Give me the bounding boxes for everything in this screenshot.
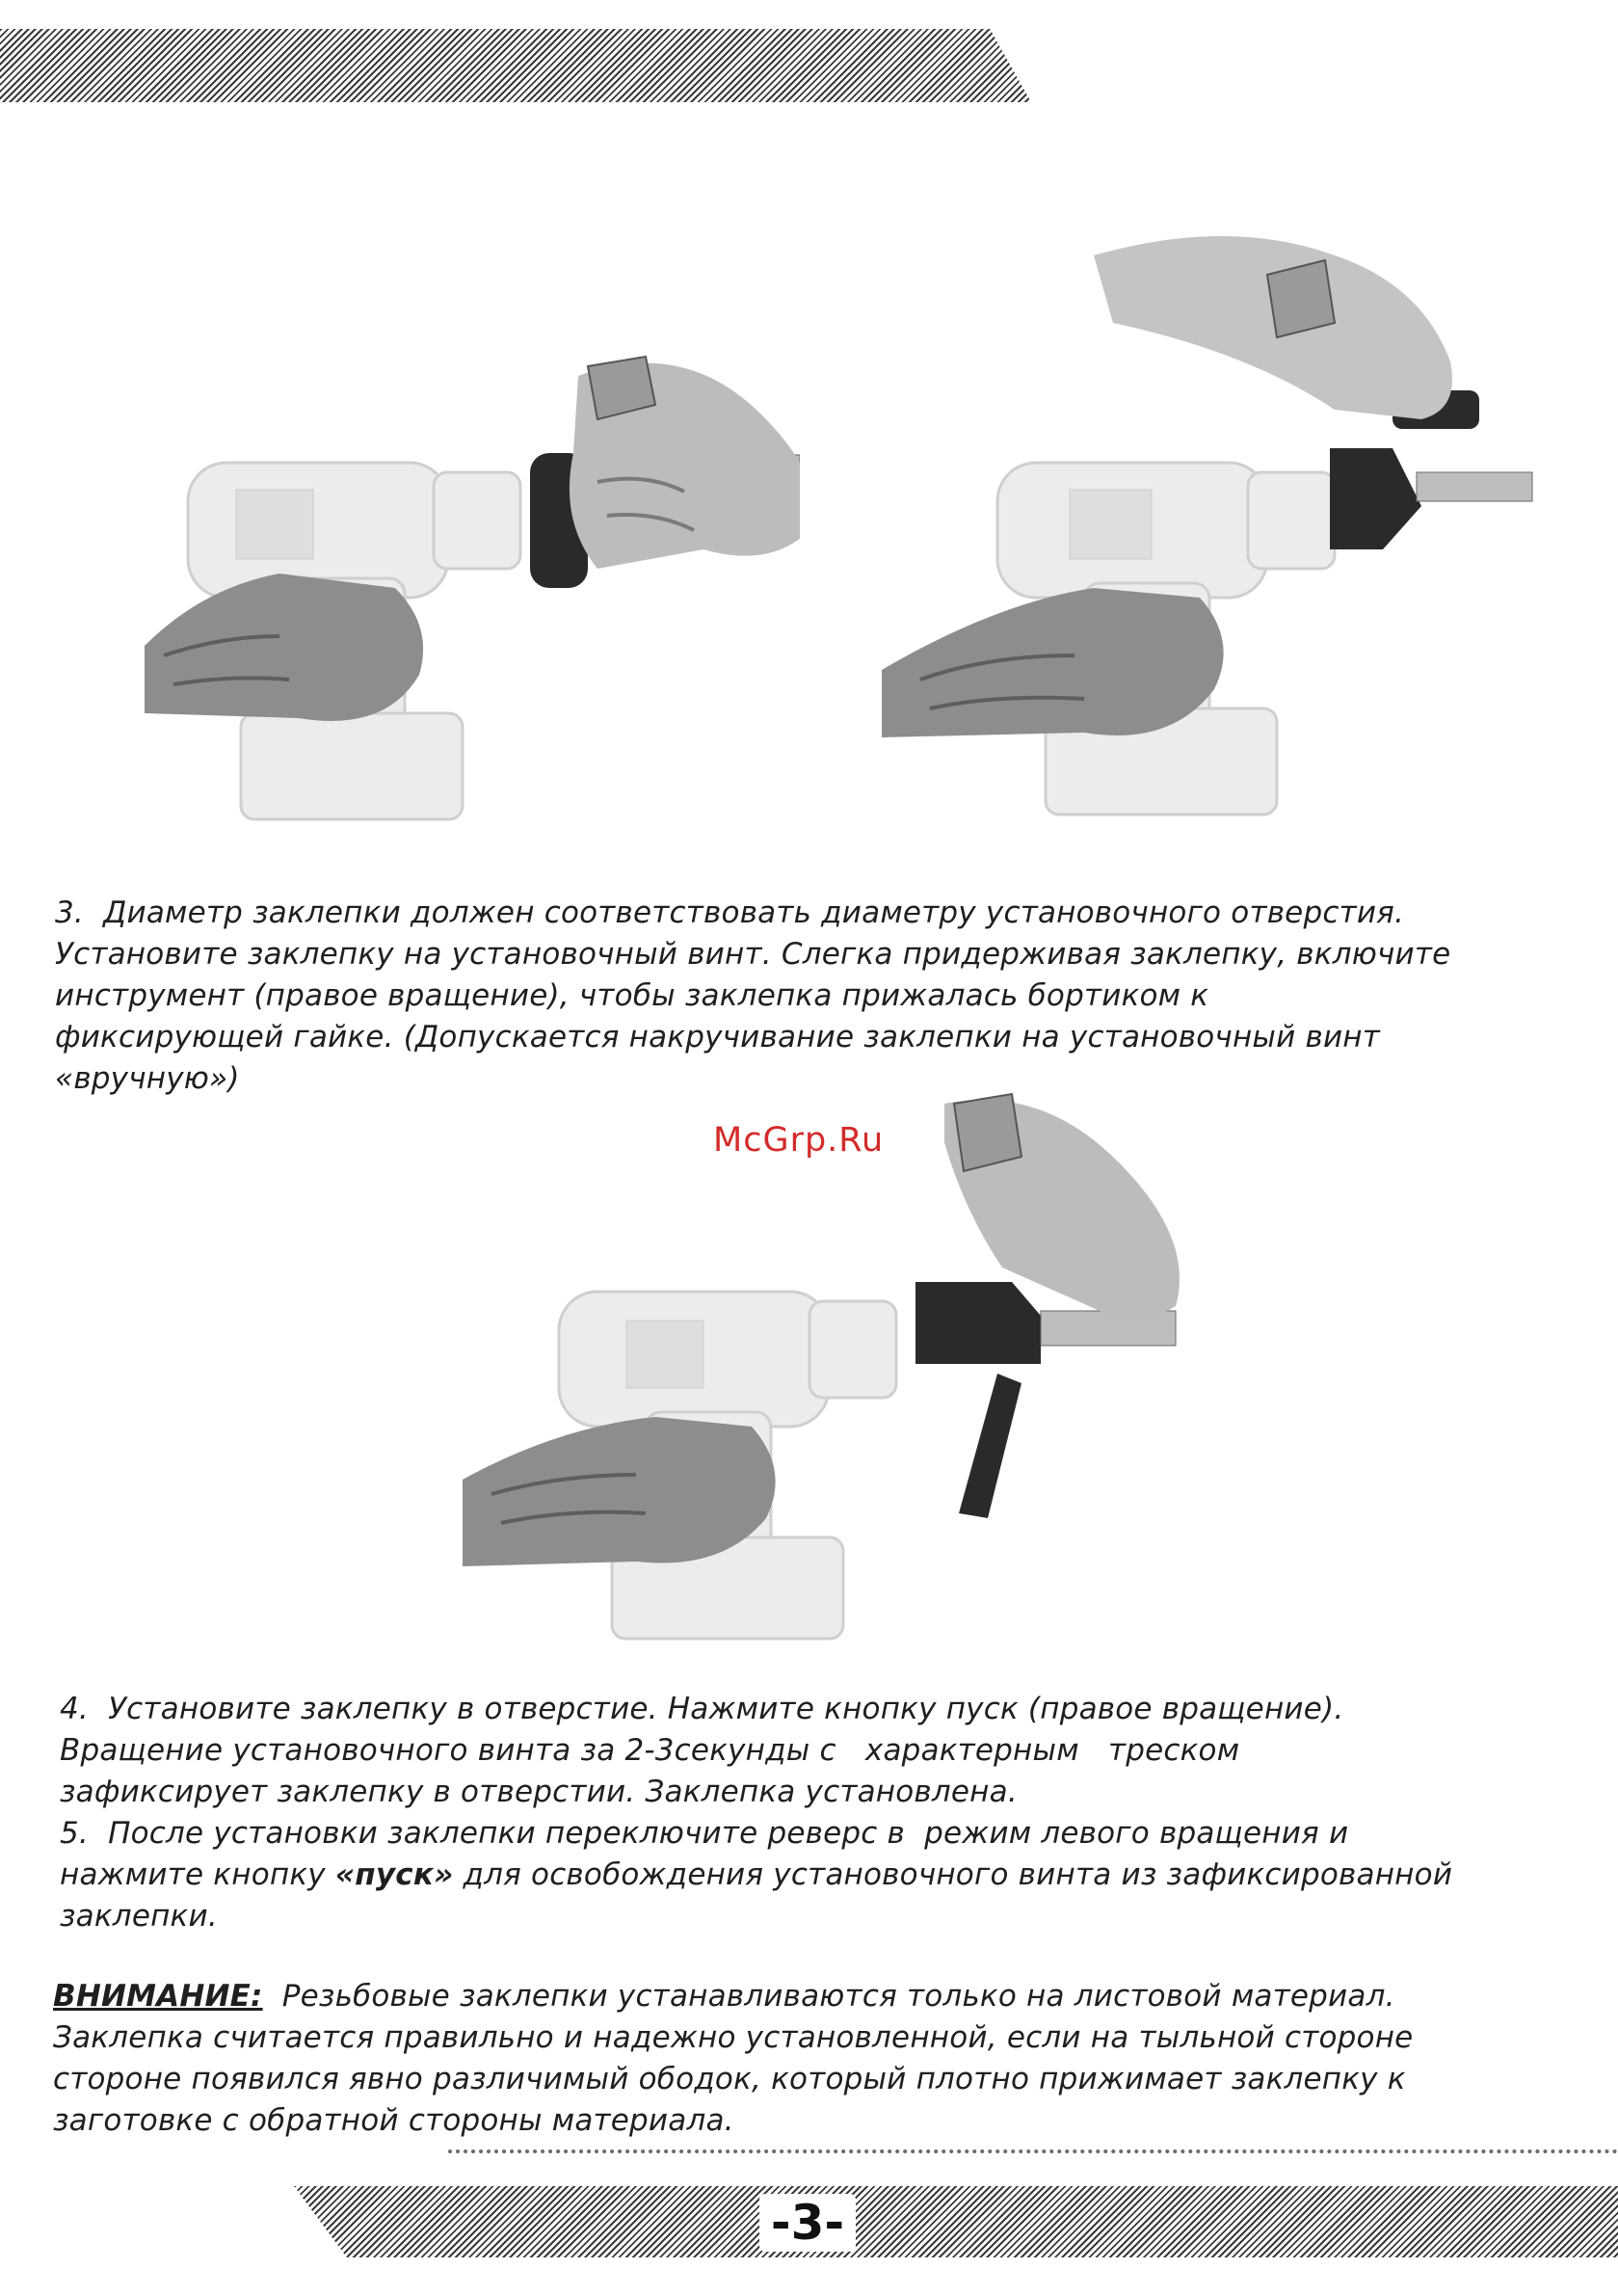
drill-with-adapter-and-handle-photo bbox=[463, 1084, 1195, 1643]
warning-label: ВНИМАНИЕ: bbox=[53, 1979, 263, 2014]
step-4-line: Вращение установочного винта за 2-3секунды с характерным треском bbox=[60, 1733, 1240, 1768]
warning-line bbox=[53, 1976, 1413, 2017]
footer-hatch-band bbox=[294, 2186, 1618, 2257]
step-5-line: заклепки. bbox=[60, 1899, 218, 1934]
drill-with-rivet-nut-adapter-photo bbox=[145, 347, 800, 829]
warning-text-rest: Резьбовые заклепки устанавливаются только на листовой материал. bbox=[262, 1979, 1395, 2014]
step-4-line: зафиксирует заклепку в отверстии. Заклепка установлена. bbox=[60, 1775, 1018, 1809]
start-button-label: «пуск» bbox=[334, 1857, 454, 1892]
step-5-line bbox=[60, 1855, 1452, 1896]
header-hatch-band bbox=[0, 29, 1031, 102]
step-5-text: для освобождения установочного винта из зафиксированной bbox=[453, 1857, 1453, 1892]
page-number: -3- bbox=[759, 2194, 856, 2252]
step-5-text: нажмите кнопку bbox=[60, 1857, 335, 1892]
step-3-text bbox=[55, 893, 1450, 1100]
warning-line: стороне появился явно различимый ободок, который плотно прижимает заклепку к bbox=[53, 2062, 1406, 2096]
step-5-line: 5. После установки заклепки переключите реверс в режим левого вращения и bbox=[60, 1816, 1349, 1851]
warning-text bbox=[53, 1976, 1413, 2142]
step-3-line: 3. Диаметр заклепки должен соответствовать диаметру установочного отверстия. bbox=[55, 895, 1405, 930]
drill-fitting-adapter-photo bbox=[882, 217, 1576, 824]
step-4-line: 4. Установите заклепку в отверстие. Нажмите кнопку пуск (правое вращение). bbox=[60, 1692, 1344, 1726]
step-4-5-text bbox=[60, 1689, 1452, 1937]
step-3-line: фиксирующей гайке. (Допускается накручивание заклепки на установочный винт bbox=[55, 1020, 1381, 1055]
footer-dotted-rule bbox=[448, 2149, 1618, 2153]
step-3-line: Установите заклепку на установочный винт. Слегка придерживая заклепку, включите bbox=[55, 937, 1451, 972]
step-3-line: «вручную») bbox=[55, 1061, 240, 1096]
warning-line: Заклепка считается правильно и надежно установленной, если на тыльной стороне bbox=[53, 2020, 1414, 2055]
watermark: McGrp.Ru bbox=[713, 1121, 885, 1160]
warning-line: заготовке с обратной стороны материала. bbox=[53, 2103, 734, 2138]
step-3-line: инструмент (правое вращение), чтобы заклепка прижалась бортиком к bbox=[55, 978, 1209, 1013]
